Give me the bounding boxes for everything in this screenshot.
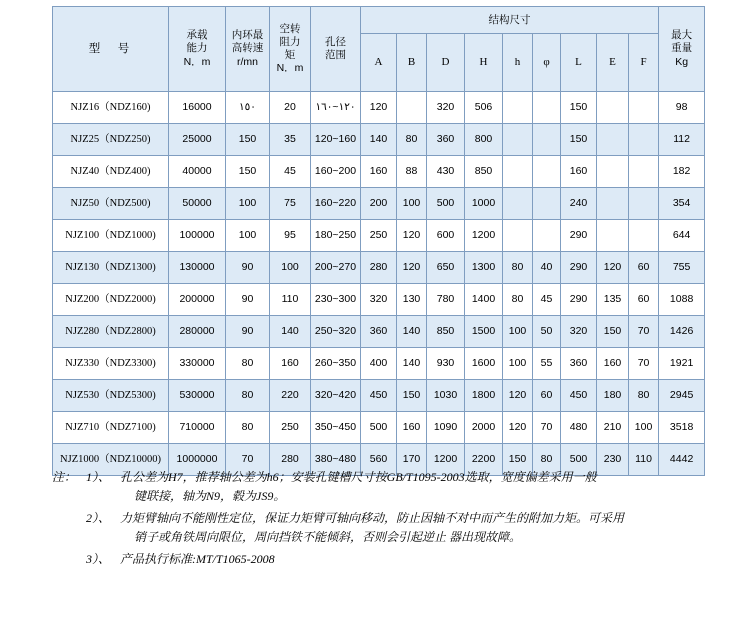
cell-bore-range: 160~220 [311,188,361,220]
cell-B: 130 [397,284,427,316]
col-header-F: F [629,34,659,92]
cell-capacity: 530000 [169,380,226,412]
table-head [53,7,705,92]
cell-bore-range: 320~420 [311,380,361,412]
cell-idle-torque: 140 [270,316,311,348]
cell-F [629,220,659,252]
note-text [120,468,712,505]
cell-idle-torque: 35 [270,124,311,156]
cell-H: 800 [465,124,503,156]
cell-bore-range: 230~300 [311,284,361,316]
cell-A: 140 [361,124,397,156]
cell-max-weight: 4442 [659,444,705,476]
cell-h: 100 [503,316,533,348]
cell-H: 2200 [465,444,503,476]
cell-phi: 45 [533,284,561,316]
col-header-phi: φ [533,34,561,92]
cell-h: 120 [503,380,533,412]
cell-h: 80 [503,284,533,316]
col-header-speed-label: 内环最 高转速 r/mn [231,29,264,68]
cell-A: 360 [361,316,397,348]
cell-model: NJZ280（NDZ2800) [53,316,169,348]
cell-A: 400 [361,348,397,380]
cell-H: 1000 [465,188,503,220]
cell-model: NJZ1000（NDZ10000) [53,444,169,476]
cell-capacity: 100000 [169,220,226,252]
cell-h: 80 [503,252,533,284]
cell-model: NJZ50（NDZ500) [53,188,169,220]
cell-E [597,124,629,156]
cell-L: 290 [561,284,597,316]
cell-B: 120 [397,252,427,284]
cell-idle-torque: 280 [270,444,311,476]
cell-model: NJZ25（NDZ250) [53,124,169,156]
cell-E: 210 [597,412,629,444]
cell-model: NJZ330（NDZ3300) [53,348,169,380]
cell-D: 930 [427,348,465,380]
cell-capacity: 16000 [169,92,226,124]
col-header-L: L [561,34,597,92]
cell-E: 135 [597,284,629,316]
cell-capacity: 1000000 [169,444,226,476]
table-row [53,284,705,316]
cell-L: 320 [561,316,597,348]
cell-phi [533,188,561,220]
cell-F: 110 [629,444,659,476]
cell-model: NJZ200（NDZ2000) [53,284,169,316]
note-index: 3）、 [86,552,111,567]
cell-capacity: 710000 [169,412,226,444]
note-item [52,509,712,546]
cell-h: 150 [503,444,533,476]
col-header-idle-torque [270,7,311,92]
cell-idle-torque: 75 [270,188,311,220]
cell-L: 240 [561,188,597,220]
header-row-1 [53,7,705,34]
cell-speed: 80 [226,380,270,412]
cell-H: 1200 [465,220,503,252]
table-row [53,92,705,124]
cell-h [503,188,533,220]
cell-max-weight: 354 [659,188,705,220]
cell-L: 360 [561,348,597,380]
cell-capacity: 200000 [169,284,226,316]
note-text-line2: 键联接，轴为N9，毂为JS9。 [134,488,286,503]
cell-model: NJZ530（NDZ5300) [53,380,169,412]
table-row [53,412,705,444]
cell-L: 150 [561,124,597,156]
cell-D: 430 [427,156,465,188]
cell-idle-torque: 45 [270,156,311,188]
cell-phi: 70 [533,412,561,444]
cell-idle-torque: 110 [270,284,311,316]
cell-bore-range: ١٢٠~١٦٠ [311,92,361,124]
note-item [52,468,712,505]
cell-H: 1400 [465,284,503,316]
col-header-model [53,7,169,92]
cell-speed: 70 [226,444,270,476]
cell-B: 80 [397,124,427,156]
cell-capacity: 40000 [169,156,226,188]
cell-model: NJZ130（NDZ1300) [53,252,169,284]
cell-E: 180 [597,380,629,412]
cell-F: 80 [629,380,659,412]
table-row [53,348,705,380]
cell-B: 100 [397,188,427,220]
cell-D: 1030 [427,380,465,412]
cell-H: 850 [465,156,503,188]
cell-E: 150 [597,316,629,348]
note-text [120,509,712,546]
col-header-structure-group: 结构尺寸 [361,7,659,34]
cell-h [503,124,533,156]
col-header-bore-range [311,7,361,92]
table-row [53,124,705,156]
col-header-h: h [503,34,533,92]
cell-A: 200 [361,188,397,220]
cell-phi [533,156,561,188]
cell-D: 360 [427,124,465,156]
cell-L: 290 [561,220,597,252]
cell-max-weight: 112 [659,124,705,156]
table-row [53,380,705,412]
col-header-D: D [427,34,465,92]
cell-A: 500 [361,412,397,444]
cell-h: 120 [503,412,533,444]
note-index: 2）、 [86,511,111,526]
col-header-A: A [361,34,397,92]
cell-F: 60 [629,252,659,284]
table-row [53,188,705,220]
cell-D: 850 [427,316,465,348]
cell-speed: 150 [226,124,270,156]
cell-H: 1800 [465,380,503,412]
cell-model: NJZ16（NDZ160) [53,92,169,124]
cell-phi [533,92,561,124]
cell-D: 600 [427,220,465,252]
note-text-line1: 孔公差为H7，推荐轴公差为h6；安装孔键槽尺寸按GB/T1095-2003选取，宽度偏差采用一般 [120,470,597,484]
table-body [53,92,705,476]
cell-speed: 100 [226,220,270,252]
cell-A: 160 [361,156,397,188]
cell-A: 450 [361,380,397,412]
cell-L: 500 [561,444,597,476]
cell-bore-range: 120~160 [311,124,361,156]
cell-speed: ١٥٠ [226,92,270,124]
cell-D: 500 [427,188,465,220]
cell-A: 320 [361,284,397,316]
cell-B: 160 [397,412,427,444]
cell-phi [533,220,561,252]
cell-A: 560 [361,444,397,476]
cell-capacity: 25000 [169,124,226,156]
col-header-E: E [597,34,629,92]
cell-bore-range: 180~250 [311,220,361,252]
cell-phi: 50 [533,316,561,348]
cell-B: 170 [397,444,427,476]
cell-B: 150 [397,380,427,412]
cell-A: 250 [361,220,397,252]
cell-max-weight: 182 [659,156,705,188]
cell-H: 1300 [465,252,503,284]
note-item [52,550,712,569]
cell-h [503,156,533,188]
cell-phi: 80 [533,444,561,476]
cell-model: NJZ100（NDZ1000) [53,220,169,252]
cell-model: NJZ710（NDZ7100) [53,412,169,444]
cell-max-weight: 755 [659,252,705,284]
cell-speed: 90 [226,284,270,316]
cell-speed: 150 [226,156,270,188]
cell-L: 450 [561,380,597,412]
cell-E: 120 [597,252,629,284]
cell-F [629,124,659,156]
cell-max-weight: 1088 [659,284,705,316]
cell-H: 2000 [465,412,503,444]
cell-max-weight: 1921 [659,348,705,380]
note-text-line1: 力矩臂轴向不能刚性定位，保证力矩臂可轴向移动，防止因轴不对中而产生的附加力矩。可采用 [120,511,625,526]
col-header-model-label: 型 号 [88,42,133,55]
cell-F [629,188,659,220]
specification-table [52,6,705,476]
cell-F: 70 [629,348,659,380]
cell-capacity: 50000 [169,188,226,220]
col-header-B: B [397,34,427,92]
cell-speed: 90 [226,252,270,284]
notes-lead-label: 注： [52,470,77,484]
cell-L: 160 [561,156,597,188]
table-row [53,252,705,284]
col-header-capacity-label: 承载 能力 N．m [183,29,211,68]
note-text-line2: 销子或角铁周向限位，周向挡铁不能倾斜，否则会引起逆止 器出现故障。 [134,529,522,544]
cell-phi: 60 [533,380,561,412]
cell-D: 650 [427,252,465,284]
col-header-speed [226,7,270,92]
cell-H: 1600 [465,348,503,380]
note-text-line1: 产品执行标准:MT/T1065-2008 [120,552,275,567]
cell-max-weight: 1426 [659,316,705,348]
cell-E [597,92,629,124]
cell-max-weight: 3518 [659,412,705,444]
note-text [120,550,712,569]
col-header-max-weight-label: 最大 重量 Kg [671,29,693,68]
col-header-capacity [169,7,226,92]
cell-D: 320 [427,92,465,124]
cell-D: 780 [427,284,465,316]
cell-A: 280 [361,252,397,284]
cell-H: 1500 [465,316,503,348]
cell-L: 290 [561,252,597,284]
cell-idle-torque: 250 [270,412,311,444]
cell-L: 480 [561,412,597,444]
cell-max-weight: 2945 [659,380,705,412]
cell-F [629,92,659,124]
cell-E [597,188,629,220]
cell-max-weight: 98 [659,92,705,124]
note-index: 1）、 [86,470,111,484]
cell-idle-torque: 95 [270,220,311,252]
cell-E [597,220,629,252]
cell-bore-range: 380~480 [311,444,361,476]
cell-model: NJZ40（NDZ400) [53,156,169,188]
cell-B [397,92,427,124]
table-row [53,316,705,348]
cell-bore-range: 350~450 [311,412,361,444]
cell-capacity: 130000 [169,252,226,284]
cell-speed: 100 [226,188,270,220]
cell-idle-torque: 100 [270,252,311,284]
cell-idle-torque: 220 [270,380,311,412]
cell-bore-range: 160~200 [311,156,361,188]
cell-bore-range: 200~270 [311,252,361,284]
cell-h [503,92,533,124]
cell-phi: 55 [533,348,561,380]
cell-E: 160 [597,348,629,380]
cell-phi: 40 [533,252,561,284]
cell-E: 230 [597,444,629,476]
col-header-bore-range-label: 孔径 范围 [325,35,346,61]
cell-H: 506 [465,92,503,124]
cell-B: 140 [397,316,427,348]
cell-phi [533,124,561,156]
cell-A: 120 [361,92,397,124]
cell-idle-torque: 160 [270,348,311,380]
notes-block [52,468,712,573]
col-header-H: H [465,34,503,92]
cell-speed: 80 [226,412,270,444]
cell-idle-torque: 20 [270,92,311,124]
cell-L: 150 [561,92,597,124]
cell-capacity: 330000 [169,348,226,380]
cell-D: 1200 [427,444,465,476]
table-row [53,220,705,252]
cell-speed: 80 [226,348,270,380]
cell-E [597,156,629,188]
cell-F: 100 [629,412,659,444]
cell-bore-range: 260~350 [311,348,361,380]
cell-max-weight: 644 [659,220,705,252]
table-row [53,156,705,188]
cell-capacity: 280000 [169,316,226,348]
cell-B: 88 [397,156,427,188]
cell-bore-range: 250~320 [311,316,361,348]
cell-F [629,156,659,188]
cell-h: 100 [503,348,533,380]
cell-speed: 90 [226,316,270,348]
cell-h [503,220,533,252]
cell-B: 120 [397,220,427,252]
cell-B: 140 [397,348,427,380]
col-header-max-weight [659,7,705,92]
cell-F: 60 [629,284,659,316]
cell-F: 70 [629,316,659,348]
cell-D: 1090 [427,412,465,444]
col-header-idle-torque-label: 空转 阻力 矩 N．m [276,22,304,75]
